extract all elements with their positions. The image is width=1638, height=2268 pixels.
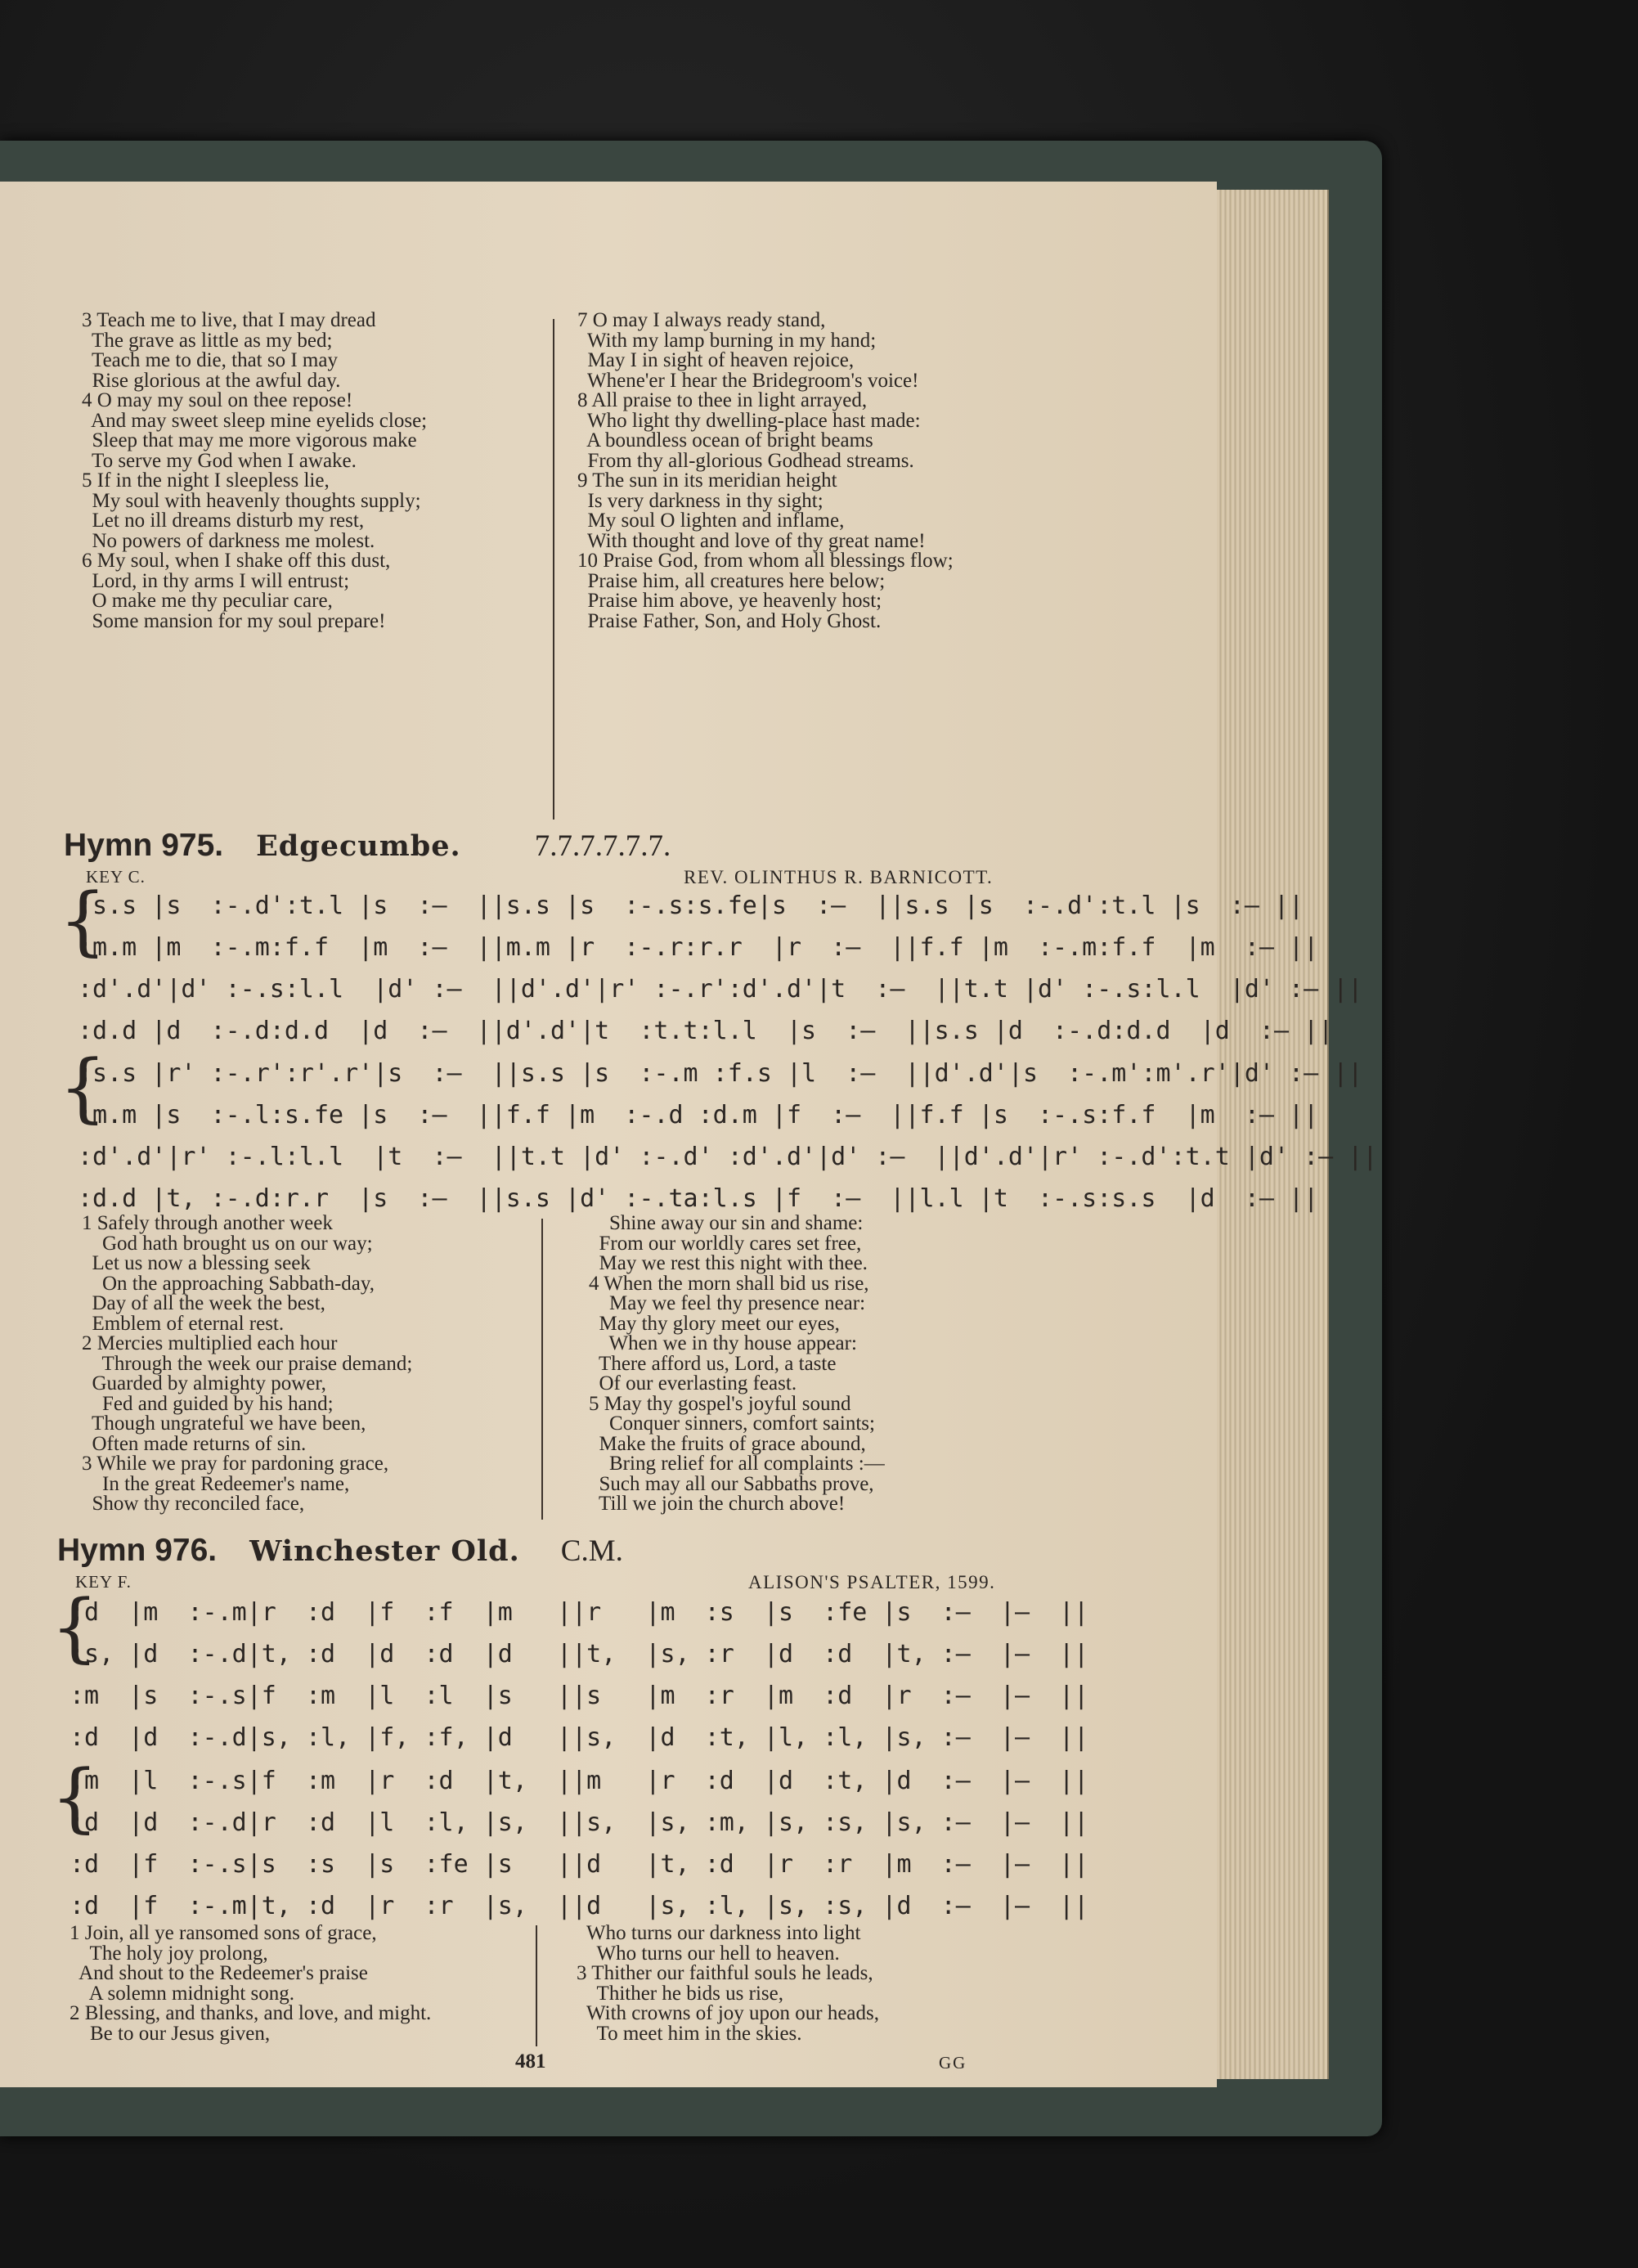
hymn-976-brace-2: { — [51, 1754, 99, 1841]
page-number: 481 — [515, 2050, 546, 2073]
hymn-976-music-system-2: :m |l :-.s|f :m |r :d |t, ||m |r :d |d :t, |d :— |— || :d |d :-.d|r :d |l :l, |s, ||s, |s, :m, |s, :s, |s, :— |— || :d |f :-.s|s :s |s :fe |s ||d |t, :d |r :r |m :— |— || :d |f :-.m|t, :d |r :r |s, ||d |s, :l, |s, :s, |d :— |— || — [70, 1767, 1089, 1920]
top-left-verses: 3 Teach me to live, that I may dread The grave as little as my bed; Teach me to die, that so I may Rise glorious at the awful day. 4 O may my soul on thee repose! And may sweet sleep mine eyelids close; Sleep that may me more vigorous make To serve my God when I awake. 5 If in the night I sleepless lie, My soul with heavenly thoughts supply; Let no ill dreams disturb my rest, No powers of darkness me molest. 6 My soul, when I shake off this dust, Lord, in thy arms I will entrust; O make me thy peculiar care, Some mansion for my soul prepare! — [82, 309, 428, 632]
hymn-975-verses-left: 1 Safely through another week God hath brought us on our way; Let us now a blessing seek On the approaching Sabbath-day, Day of all the week the best, Emblem of eternal rest. 2 Mercies multiplied each hour Through the week our praise demand; Guarded by almighty power, Fed and guided by his hand; Though ungrateful we have been, Often made returns of sin. 3 While we pray for pardoning grace, In the great Redeemer's name, Show thy reconciled face, — [82, 1212, 413, 1515]
signature-mark: GG — [939, 2053, 967, 2073]
hymn-975-brace-1: { — [59, 877, 107, 964]
hymn-975-key: KEY C. — [86, 867, 146, 887]
hymn-975-music-system-2: :s.s |r' :-.r':r'.r'|s :— ||s.s |s :-.m :f.s |l :— ||d'.d'|s :-.m':m'.r'|d' :— || :m.m |s :-.l:s.fe |s :— ||f.f |m :-.d :d.m |f :— ||f.f |s :-.s:f.f |m :— || :d'.d'|r' :-.l:l.l |t :— ||t.t |d' :-.d' :d'.d'|d' :— ||d'.d'|r' :-.d':t.t |d' :— || :d.d |t, :-.d:r.r |s :— ||s.s |d' :-.ta:l.s |f :— ||l.l |t :-.s:s.s |d :— || — [78, 1059, 1378, 1213]
hymn-975-meter: 7.7.7.7.7.7. — [534, 829, 671, 863]
hymn-976-music-system-1: :d |m :-.m|r :d |f :f |m ||r |m :s |s :fe |s :— |— || :s, |d :-.d|t, :d |d :d |d ||t, |s, :r |d :d |t, :— |— || :m |s :-.s|f :m |l :l |s ||s |m :r |m :d |r :— |— || :d |d :-.d|s, :l, |f, :f, |d ||s, |d :t, |l, :l, |s, :— |— || — [70, 1598, 1089, 1752]
hymn-975-heading — [64, 828, 671, 864]
hymn-976-meter: C.M. — [560, 1534, 623, 1568]
hymn-976-heading — [57, 1533, 623, 1569]
hymn-976-key: KEY F. — [75, 1572, 132, 1592]
hymn-976-brace-1: { — [51, 1583, 99, 1671]
hymn-976-tune: Winchester Old. — [249, 1534, 520, 1568]
hymn-975-music-system-1: :s.s |s :-.d':t.l |s :— ||s.s |s :-.s:s.fe|s :— ||s.s |s :-.d':t.l |s :— || :m.m |m :-.m:f.f |m :— ||m.m |r :-.r:r.r |r :— ||f.f |m :-.m:f.f |m :— || :d'.d'|d' :-.s:l.l |d' :— ||d'.d'|r' :-.r':d'.d'|t :— ||t.t |d' :-.s:l.l |d' :— || :d.d |d :-.d:d.d |d :— ||d'.d'|t :t.t:l.l |s :— ||s.s |d :-.d:d.d |d :— || — [78, 891, 1363, 1045]
top-column-divider — [553, 319, 554, 820]
hymn-976-title: Hymn 976. — [57, 1533, 218, 1568]
hymn-976-verses-right: Who turns our darkness into light Who turns our hell to heaven. 3 Thither our faithful souls he leads, Thither he bids us rise, With crowns of joy upon our heads, To meet him in the skies. — [577, 1922, 880, 2045]
hymn-975-brace-2: { — [59, 1044, 107, 1131]
hymn-976-verses-left: 1 Join, all ye ransomed sons of grace, The holy joy prolong, And shout to the Redeemer's praise A solemn midnight song. 2 Blessing, and thanks, and love, and might. Be to our Jesus given, — [70, 1922, 432, 2045]
book-page — [0, 182, 1378, 2087]
hymn-975-title: Hymn 975. — [64, 828, 224, 863]
hymn-975-column-divider — [541, 1219, 543, 1520]
hymn-975-author: REV. OLINTHUS R. BARNICOTT. — [684, 867, 994, 887]
hymn-975-verses-right: Shine away our sin and shame: From our worldly cares set free, May we rest this night with thee. 4 When the morn shall bid us rise, May we feel thy presence near: May thy glory meet our eyes, When we in thy house appear: There afford us, Lord, a taste Of our everlasting feast. 5 May thy gospel's joyful sound Conquer sinners, comfort saints; Make the fruits of grace abound, Bring relief for all complaints :— Such may all our Sabbaths prove, Till we join the church above! — [589, 1212, 885, 1515]
hymn-976-column-divider — [536, 1925, 537, 2046]
top-right-verses: 7 O may I always ready stand, With my lamp burning in my hand; May I in sight of heaven rejoice, Whene'er I hear the Bridegroom's voice! 8 All praise to thee in light arrayed, Who light thy dwelling-place hast made: A boundless ocean of bright beams From thy all-glorious Godhead streams. 9 The sun in its meridian height Is very darkness in thy sight; My soul O lighten and inflame, With thought and love of thy great name! 10 Praise God, from whom all blessings flow; Praise him, all creatures here below; Praise him above, ye heavenly host; Praise Father, Son, and Holy Ghost. — [577, 309, 954, 632]
hymn-976-author: ALISON'S PSALTER, 1599. — [748, 1572, 996, 1592]
hymn-975-tune: Edgecumbe. — [256, 829, 461, 863]
